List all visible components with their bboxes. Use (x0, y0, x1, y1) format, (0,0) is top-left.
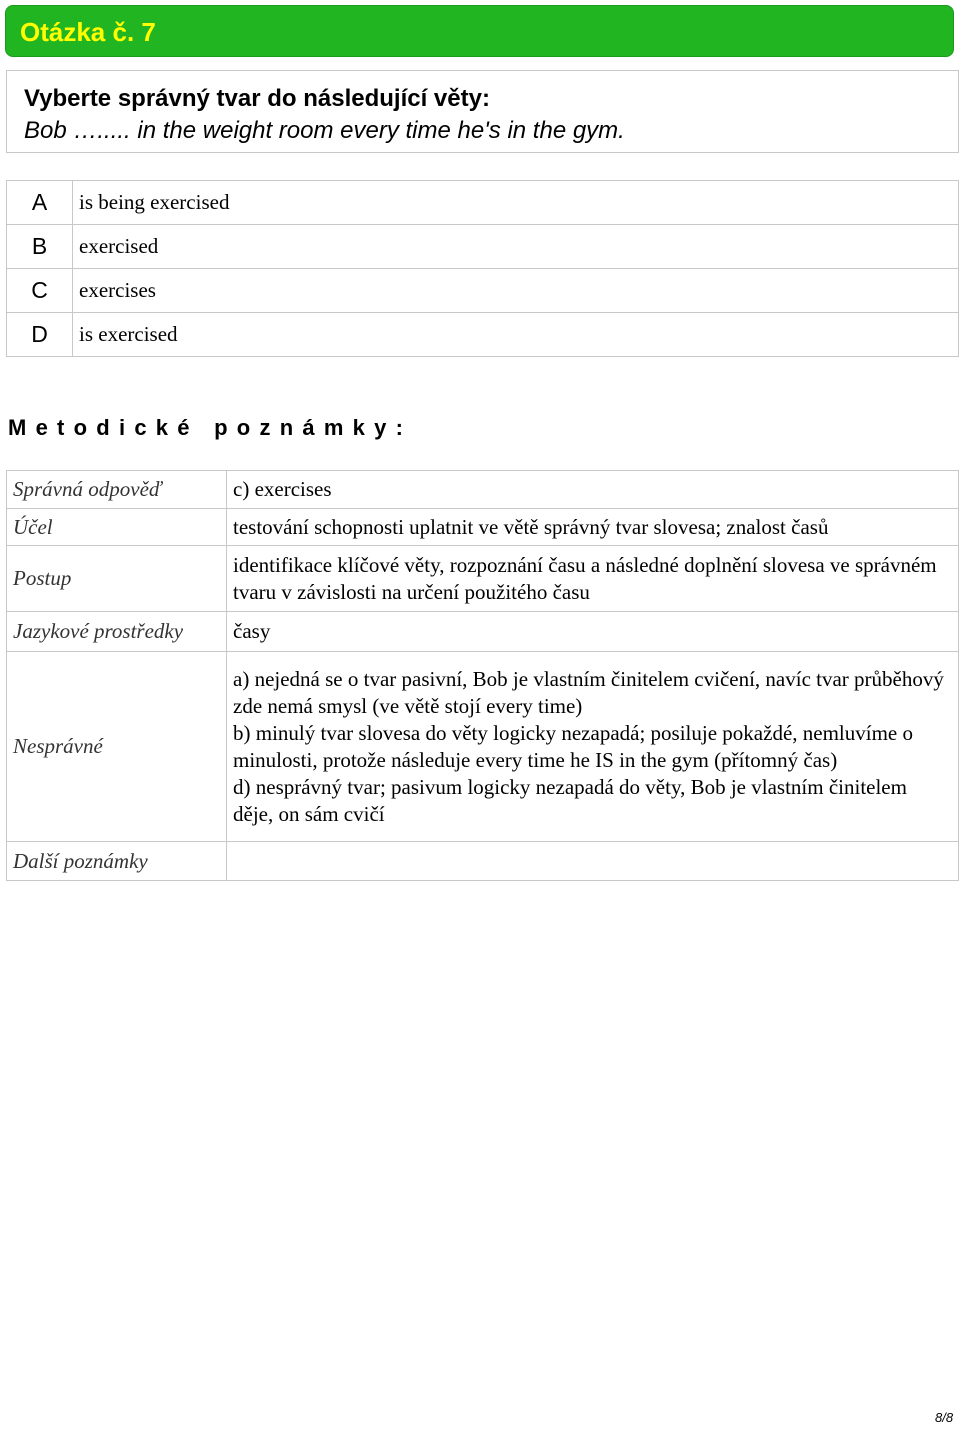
notes-row-incorrect (7, 652, 959, 842)
notes-value (227, 842, 959, 881)
notes-row-procedure (7, 546, 959, 612)
option-text: exercises (73, 269, 959, 313)
question-instruction: Vyberte správný tvar do následující věty: (24, 85, 490, 112)
incorrect-explanation-a: a) nejedná se o tvar pasivní, Bob je vlastním činitelem cvičení, navíc tvar průběhový zde nemá smysl (ve větě stojí every time) (233, 666, 944, 718)
question-header (5, 5, 954, 57)
option-text: exercised (73, 225, 959, 269)
incorrect-explanation-b: b) minulý tvar slovesa do věty logicky nezapadá; posiluje pokaždé, nemluvíme o minulosti, protože následuje every time he IS in the gym (přítomný čas) (233, 720, 913, 772)
incorrect-explanation-d: d) nesprávný tvar; pasivum logicky nezapadá do věty, Bob je vlastním činitelem děje, on sám cvičí (233, 774, 907, 826)
notes-label: Nesprávné (7, 652, 227, 842)
option-letter: A (7, 181, 73, 225)
notes-label: Další poznámky (7, 842, 227, 881)
notes-value: c) exercises (227, 471, 959, 509)
question-number: Otázka č. 7 (20, 17, 156, 47)
option-letter: D (7, 313, 73, 357)
notes-value: testování schopnosti uplatnit ve větě správný tvar slovesa; znalost časů (227, 509, 959, 546)
option-letter: B (7, 225, 73, 269)
notes-label: Správná odpověď (7, 471, 227, 509)
notes-label: Účel (7, 509, 227, 546)
notes-heading: Metodické poznámky: (8, 415, 413, 440)
notes-value: časy (227, 612, 959, 652)
page-number: 8/8 (935, 1410, 954, 1425)
option-text: is exercised (73, 313, 959, 357)
notes-label: Jazykové prostředky (7, 612, 227, 652)
notes-table (6, 470, 959, 881)
option-row-c[interactable] (7, 269, 959, 313)
option-row-b[interactable] (7, 225, 959, 269)
question-sentence: Bob …..... in the weight room every time he's in the gym. (24, 117, 625, 144)
answer-options-table (6, 180, 959, 357)
notes-value: identifikace klíčové věty, rozpoznání času a následné doplnění slovesa ve správném tvaru v závislosti na určení použitého času (227, 546, 959, 612)
option-row-a[interactable] (7, 181, 959, 225)
option-text: is being exercised (73, 181, 959, 225)
option-row-d[interactable] (7, 313, 959, 357)
notes-row-further-notes (7, 842, 959, 881)
notes-row-correct-answer (7, 471, 959, 509)
notes-row-language-means (7, 612, 959, 652)
option-letter: C (7, 269, 73, 313)
notes-value (227, 652, 959, 842)
notes-label: Postup (7, 546, 227, 612)
question-box (6, 70, 959, 153)
notes-row-purpose (7, 509, 959, 546)
